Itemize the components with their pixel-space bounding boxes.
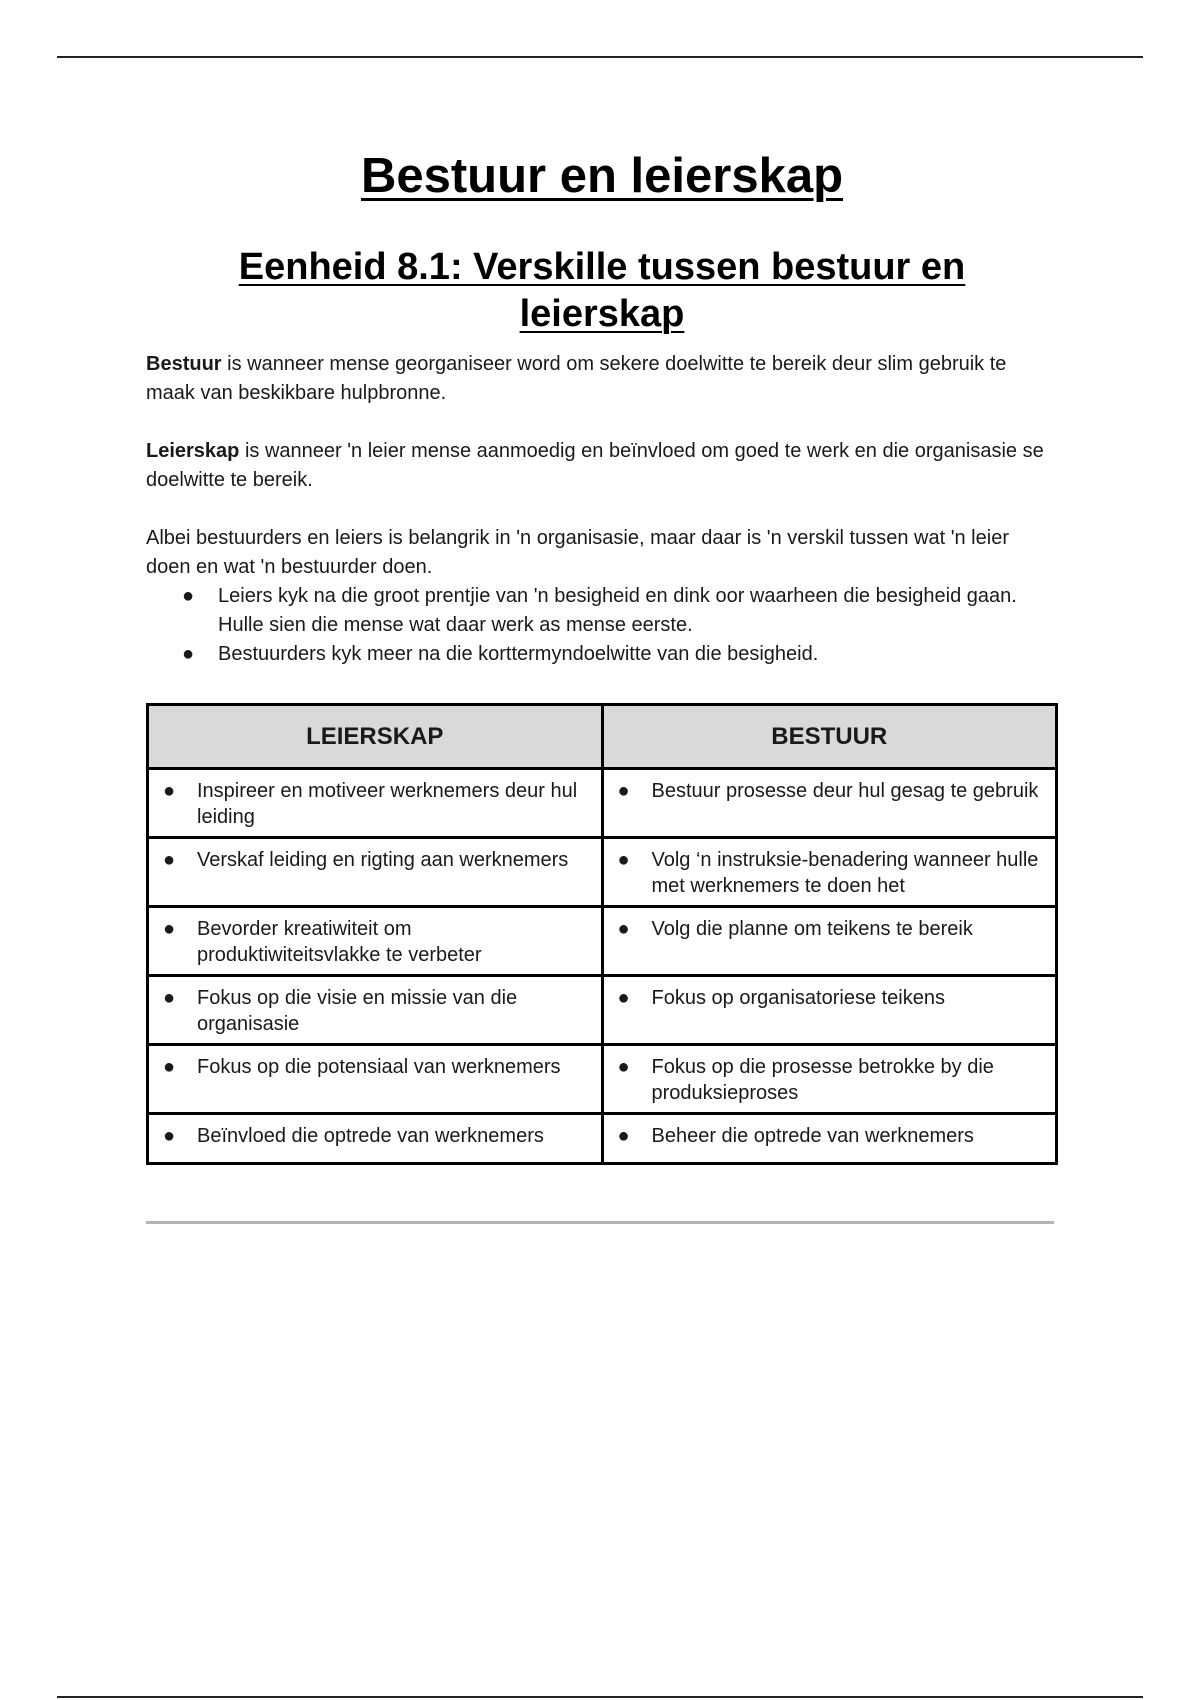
table-cell-leierskap bbox=[148, 976, 603, 1045]
bullet-icon: ● bbox=[163, 1056, 176, 1078]
term-leierskap: Leierskap bbox=[146, 440, 240, 462]
table-cell-leierskap bbox=[148, 1045, 603, 1114]
body-text bbox=[146, 350, 1058, 669]
list-item-text: Leiers kyk na die groot prentjie van 'n besigheid en dink oor waarheen die besigheid gaan. Hulle sien die mense wat daar werk as mense eerste. bbox=[218, 585, 1017, 636]
cell-text: Fokus op die potensiaal van werknemers bbox=[197, 1056, 561, 1078]
table-row bbox=[148, 1114, 1057, 1164]
cell-text: Fokus op organisatoriese teikens bbox=[651, 987, 945, 1009]
cell-text: Volg die planne om teikens te bereik bbox=[651, 918, 973, 940]
section-divider bbox=[146, 1221, 1054, 1224]
bullet-icon: ● bbox=[182, 643, 195, 665]
comparison-table bbox=[146, 703, 1058, 1165]
unit-title: Eenheid 8.1: Verskille tussen bestuur en leierskap bbox=[238, 246, 966, 335]
paragraph-leierskap-text: is wanneer 'n leier mense aanmoedig en beïnvloed om goed te werk en die organisasie se doelwitte te bereik. bbox=[146, 440, 1044, 491]
bullet-icon: ● bbox=[163, 1125, 176, 1147]
term-bestuur: Bestuur bbox=[146, 353, 222, 375]
table-cell-leierskap bbox=[148, 907, 603, 976]
bullet-icon: ● bbox=[617, 987, 630, 1009]
table-row bbox=[148, 976, 1057, 1045]
bullet-icon: ● bbox=[163, 849, 176, 871]
bullet-icon: ● bbox=[617, 780, 630, 802]
list-item bbox=[146, 640, 1058, 669]
table-cell-bestuur bbox=[602, 1114, 1057, 1164]
cell-text: Volg ‘n instruksie-benadering wanneer hulle met werknemers te doen het bbox=[651, 849, 1039, 897]
bullet-icon: ● bbox=[163, 987, 176, 1009]
table-cell-leierskap bbox=[148, 1114, 603, 1164]
table-cell-leierskap bbox=[148, 838, 603, 907]
cell-text: Fokus op die visie en missie van die organisasie bbox=[197, 987, 518, 1035]
header-leierskap: LEIERSKAP bbox=[148, 705, 603, 769]
list-item-text: Bestuurders kyk meer na die korttermyndoelwitte van die besigheid. bbox=[218, 643, 819, 665]
top-rule bbox=[57, 56, 1143, 58]
table-cell-bestuur bbox=[602, 907, 1057, 976]
bullet-list bbox=[146, 582, 1058, 669]
header-bestuur: BESTUUR bbox=[602, 705, 1057, 769]
bottom-rule bbox=[57, 1696, 1143, 1698]
paragraph-leierskap bbox=[146, 437, 1058, 495]
table-cell-bestuur bbox=[602, 769, 1057, 838]
bullet-icon: ● bbox=[617, 918, 630, 940]
paragraph-comparison: Albei bestuurders en leiers is belangrik in 'n organisasie, maar daar is 'n verskil tussen wat 'n leier doen en wat 'n bestuurder doen. bbox=[146, 527, 1009, 578]
table-cell-leierskap bbox=[148, 769, 603, 838]
bullet-icon: ● bbox=[182, 585, 195, 607]
bullet-icon: ● bbox=[617, 1056, 630, 1078]
cell-text: Inspireer en motiveer werknemers deur hul leiding bbox=[197, 780, 578, 828]
table-header-row bbox=[148, 705, 1057, 769]
table-row bbox=[148, 769, 1057, 838]
document-title: Bestuur en leierskap bbox=[360, 149, 844, 203]
bullet-icon: ● bbox=[163, 918, 176, 940]
cell-text: Beïnvloed die optrede van werknemers bbox=[197, 1125, 544, 1147]
table-row bbox=[148, 907, 1057, 976]
bullet-icon: ● bbox=[617, 1125, 630, 1147]
cell-text: Bevorder kreatiwiteit om produktiwiteitsvlakke te verbeter bbox=[197, 918, 482, 966]
paragraph-bestuur bbox=[146, 350, 1058, 408]
list-item bbox=[146, 582, 1058, 640]
table-cell-bestuur bbox=[602, 1045, 1057, 1114]
cell-text: Beheer die optrede van werknemers bbox=[651, 1125, 974, 1147]
table-row bbox=[148, 1045, 1057, 1114]
bullet-icon: ● bbox=[163, 780, 176, 802]
table-row bbox=[148, 838, 1057, 907]
paragraph-bestuur-text: is wanneer mense georganiseer word om sekere doelwitte te bereik deur slim gebruik te maak van beskikbare hulpbronne. bbox=[146, 353, 1007, 404]
table-cell-bestuur bbox=[602, 838, 1057, 907]
cell-text: Bestuur prosesse deur hul gesag te gebruik bbox=[651, 780, 1039, 802]
cell-text: Fokus op die prosesse betrokke by die produksieproses bbox=[651, 1056, 994, 1104]
bullet-icon: ● bbox=[617, 849, 630, 871]
table-cell-bestuur bbox=[602, 976, 1057, 1045]
cell-text: Verskaf leiding en rigting aan werknemers bbox=[197, 849, 569, 871]
